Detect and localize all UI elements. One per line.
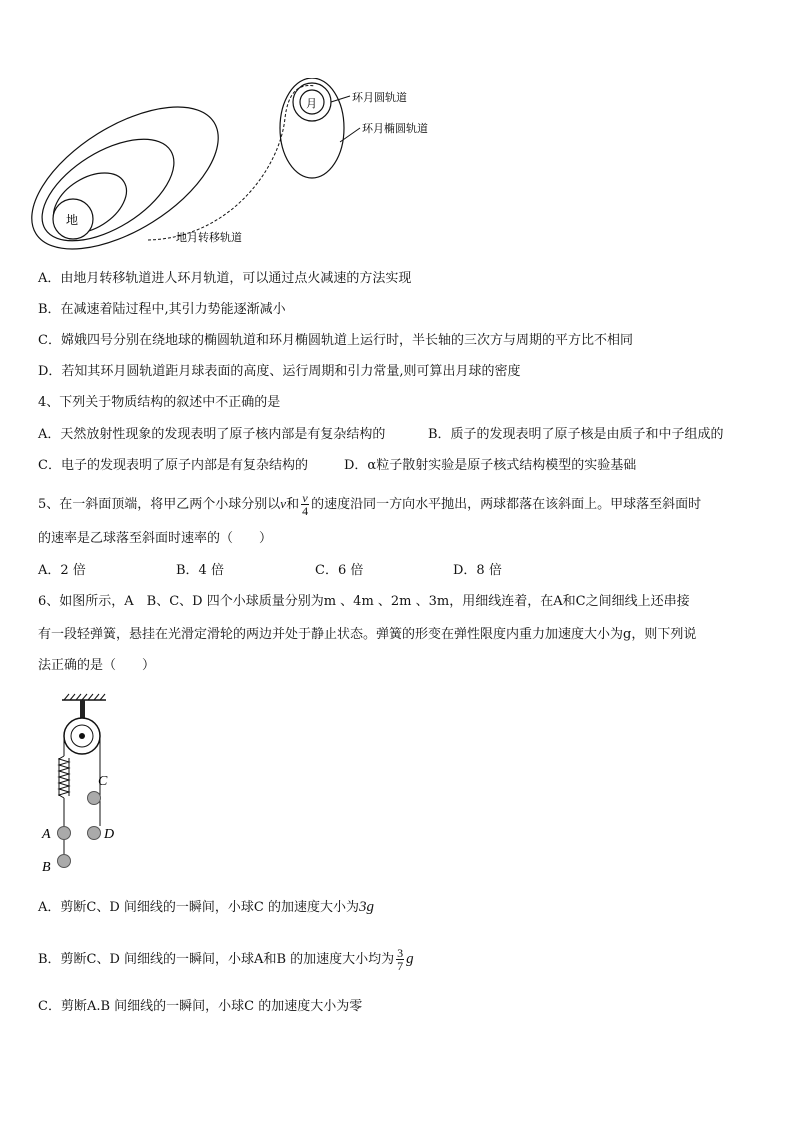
q5-v: v <box>280 496 287 511</box>
ball-d <box>88 827 101 840</box>
q6-stem-line3: 法正确的是（ ） <box>38 658 156 673</box>
q6-option-b <box>38 944 414 975</box>
q3-option-d: D．若知其环月圆轨道距月球表面的高度、运行周期和引力常量,则可算出月球的密度 <box>38 364 521 379</box>
ball-c <box>88 792 101 805</box>
elliptical-orbit-label: 环月椭圆轨道 <box>362 122 428 135</box>
q4-option-c: C．电子的发现表明了原子内部是有复杂结构的 <box>38 458 308 473</box>
q6-frac-den: 7 <box>397 959 404 973</box>
q5-option-c: C．6 倍 <box>315 563 364 578</box>
q6-option-b-text: B．剪断C、D 间细线的一瞬间，小球A和B 的加速度大小均为 <box>38 952 395 967</box>
q5-stem-part1: 5、在一斜面顶端，将甲乙两个小球分别以 <box>38 497 281 512</box>
circular-orbit-label: 环月圆轨道 <box>352 91 407 104</box>
spring <box>59 756 69 798</box>
q6-option-c: C．剪断A.B 间细线的一瞬间，小球C 的加速度大小为零 <box>38 999 363 1014</box>
label-a: A <box>42 827 51 842</box>
q5-frac-num: v <box>302 491 308 505</box>
q6-option-b-fraction <box>396 947 404 972</box>
q4-option-a: A．天然放射性现象的发现表明了原子核内部是有复杂结构的 <box>38 427 386 442</box>
ball-b <box>58 855 71 868</box>
q6-option-a-value: 3g <box>358 899 374 915</box>
orbit-diagram <box>30 78 450 250</box>
q5-stem-line2: 的速率是乙球落至斜面时速率的（ ） <box>38 531 273 546</box>
q5-stem-line1 <box>38 490 701 519</box>
q3-option-b: B．在减速着陆过程中,其引力势能逐渐减小 <box>38 302 286 317</box>
q4-stem: 4、下列关于物质结构的叙述中不正确的是 <box>38 395 281 410</box>
earth-middle-orbit <box>30 119 191 250</box>
q6-stem-line1: 6、如图所示，A B、C、D 四个小球质量分别为m 、4m 、2m 、3m，用细线连着，在A和C之间细线上还串接 <box>38 594 690 609</box>
transfer-orbit-label: 地月转移轨道 <box>176 231 242 244</box>
earth-inner-orbit <box>43 161 137 246</box>
q6-option-a <box>38 898 374 917</box>
q5-frac-den: 4 <box>302 504 309 518</box>
q3-option-a: A．由地月转移轨道进人环月轨道，可以通过点火减速的方法实现 <box>38 271 412 286</box>
q5-fraction <box>301 492 309 517</box>
label-b: B <box>42 860 51 875</box>
q6-stem-line2: 有一段轻弹簧，悬挂在光滑定滑轮的两边并处于静止状态。弹簧的形变在弹性限度内重力加速度大小为g，则下列说 <box>38 627 697 642</box>
transfer-orbit-path <box>148 85 315 240</box>
q6-option-b-g: g <box>406 951 414 967</box>
q3-option-c: C．嫦娥四号分别在绕地球的椭圆轨道和环月椭圆轨道上运行时，半长轴的三次方与周期的平方比不相同 <box>38 333 633 348</box>
earth-label: 地 <box>66 213 79 227</box>
q4-option-b: B．质子的发现表明了原子核是由质子和中子组成的 <box>428 427 724 442</box>
moon-label: 月 <box>306 97 317 110</box>
q6-frac-num: 3 <box>397 946 404 960</box>
q5-stem-part2: 的速度沿同一方向水平抛出，两球都落在该斜面上。甲球落至斜面时 <box>311 497 702 512</box>
q5-and: 和 <box>286 497 300 512</box>
q4-option-d: D．α粒子散射实验是原子核式结构模型的实验基础 <box>344 458 637 473</box>
ball-a <box>58 827 71 840</box>
q5-option-a: A．2 倍 <box>38 563 86 578</box>
q6-option-a-text: A．剪断C、D 间细线的一瞬间，小球C 的加速度大小为 <box>38 900 359 915</box>
q5-option-d: D．8 倍 <box>453 563 502 578</box>
q5-option-b: B．4 倍 <box>176 563 224 578</box>
pulley-diagram <box>36 692 126 877</box>
label-d: D <box>104 827 115 842</box>
label-c: C <box>98 774 108 789</box>
